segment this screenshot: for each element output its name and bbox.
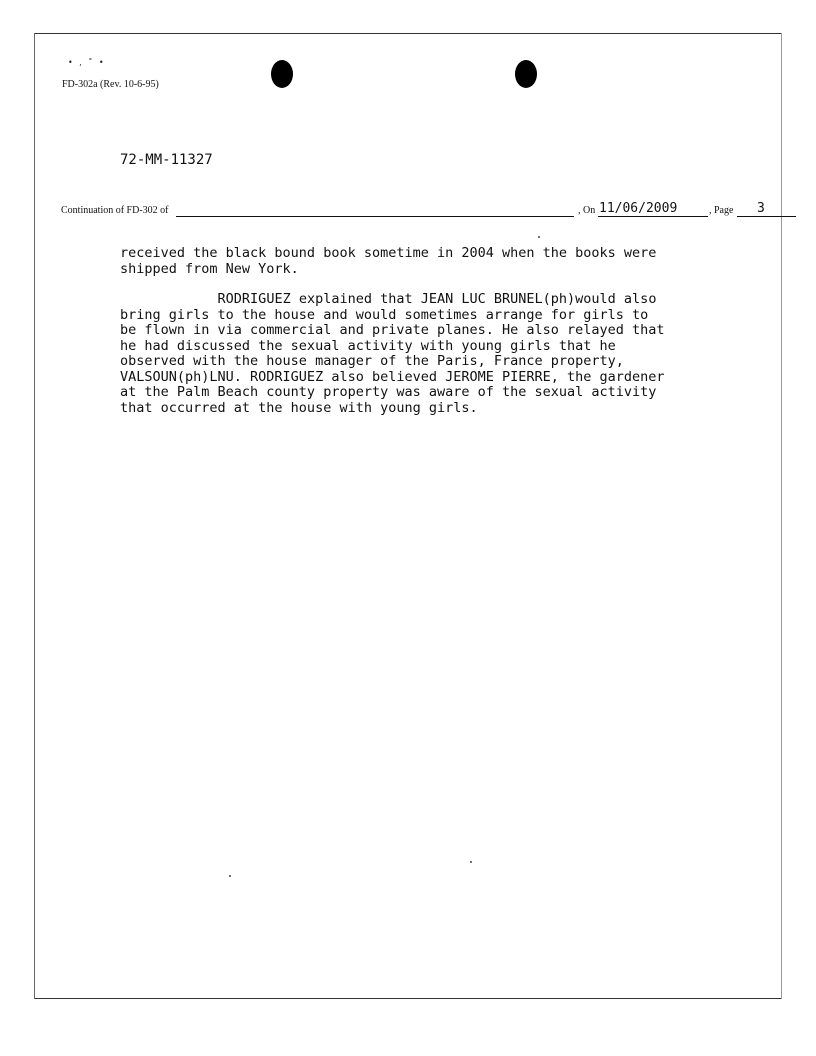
date-underline bbox=[598, 216, 708, 217]
punch-hole-right bbox=[515, 60, 537, 88]
page-border-right bbox=[781, 33, 782, 999]
continuation-label: Continuation of FD-302 of bbox=[61, 205, 169, 216]
page-border-bottom bbox=[34, 998, 782, 999]
scan-dot bbox=[538, 236, 540, 238]
report-body bbox=[120, 246, 760, 431]
scan-dot bbox=[229, 875, 231, 877]
continuation-blank-line bbox=[176, 216, 574, 217]
continuation-row bbox=[61, 201, 765, 223]
punch-hole-left bbox=[271, 60, 293, 88]
paragraph-2: RODRIGUEZ explained that JEAN LUC BRUNEL(ph)would also bring girls to the house and would sometimes arrange for girls to be flown in via commercial and private planes. He also relayed that he had discussed the sexual activity with young girls that he observed with the house manager of the Paris, France property, VALSOUN(ph)LNU. RODRIGUEZ also believed JEROME PIERRE, the gardener at the Palm Beach county property was aware of the sexual activity that occurred at the house with young girls. bbox=[120, 291, 665, 416]
scan-specks: • ‚ ˚ • bbox=[68, 58, 106, 67]
paragraph-1: received the black bound book sometime in 2004 when the books were shipped from New York. bbox=[120, 245, 657, 277]
interview-date: 11/06/2009 bbox=[599, 201, 678, 216]
page-underline bbox=[737, 216, 796, 217]
form-id: FD-302a (Rev. 10-6-95) bbox=[62, 79, 159, 90]
page-border-top bbox=[34, 33, 782, 34]
page-border-left bbox=[34, 33, 35, 999]
file-number: 72-MM-11327 bbox=[120, 152, 213, 168]
page-label: , Page bbox=[709, 205, 734, 216]
scan-dot bbox=[470, 861, 472, 863]
on-label: , On bbox=[578, 205, 596, 216]
page-number: 3 bbox=[757, 201, 765, 216]
